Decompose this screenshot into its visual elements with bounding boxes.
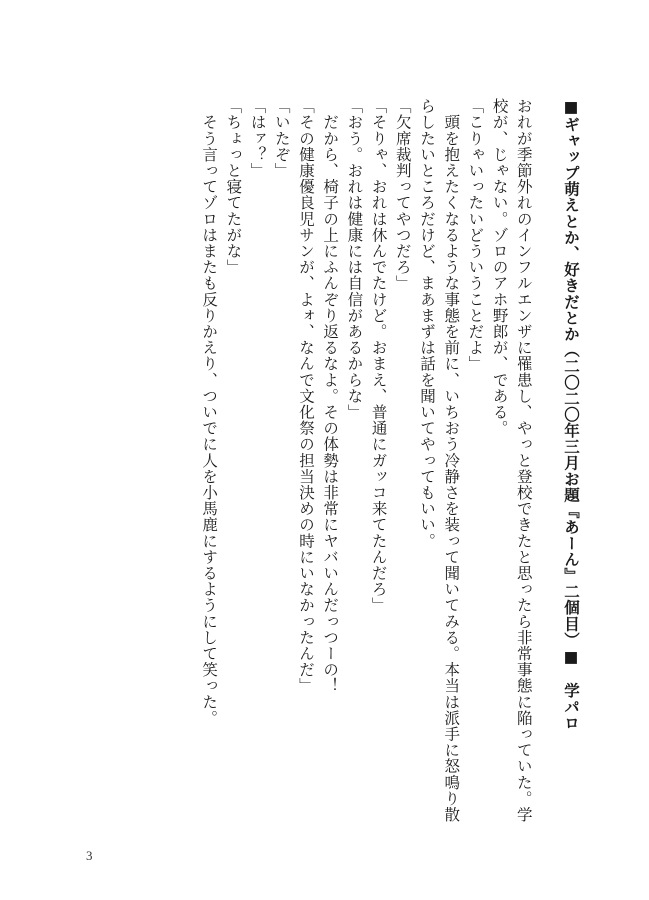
text-line: 「その健康優良児サンが、よォ、なんで文化祭の担当決めの時にいなかったんだ」 [296, 98, 315, 694]
text-line: 「ちょっと寝てたがな」 [224, 98, 243, 276]
text-line: 「そりゃ、おれは休んでたけど。おまえ、普通にガッコ来てたんだろ」 [369, 98, 388, 614]
text-line: 「欠席裁判ってやつだろ」 [393, 98, 412, 292]
text-line: だから、椅子の上にふんぞり返るなよ。その体勢は非常にヤバいんだっつーの！ [321, 98, 340, 694]
text-line: 頭を抱えたくなるような事態を前に、いちおう冷静さを装って聞いてみる。本当は派手に怒鳴り散 [442, 98, 461, 823]
body-text [197, 98, 583, 823]
section-title: ■ギャップ萌えとか、好きだとか（二〇二〇年三月お題『あーん』二個目）■ 学パロ [562, 98, 580, 731]
text-line: 校が、じゃない。ゾロのアホ野郎が、である。 [490, 98, 509, 437]
text-line: そう言ってゾロはまたも反りかえり、ついでに人を小馬鹿にするようにして笑った。 [200, 98, 219, 726]
text-line: 「いたぞ」 [272, 98, 291, 179]
text-line: らしたいところだけど、まあまずは話を聞いてやってもいい。 [417, 98, 436, 549]
text-line: 「おう。おれは健康には自信があるからな」 [345, 98, 364, 420]
text-line: おれが季節外れのインフルエンザに罹患し、やっと登校できたと思ったら非常事態に陥っていた。学 [514, 98, 533, 823]
text-line: 「こりゃいったいどういうことだよ」 [466, 98, 485, 372]
page-number: 3 [86, 848, 93, 863]
text-line: 「はァ？」 [248, 98, 267, 179]
